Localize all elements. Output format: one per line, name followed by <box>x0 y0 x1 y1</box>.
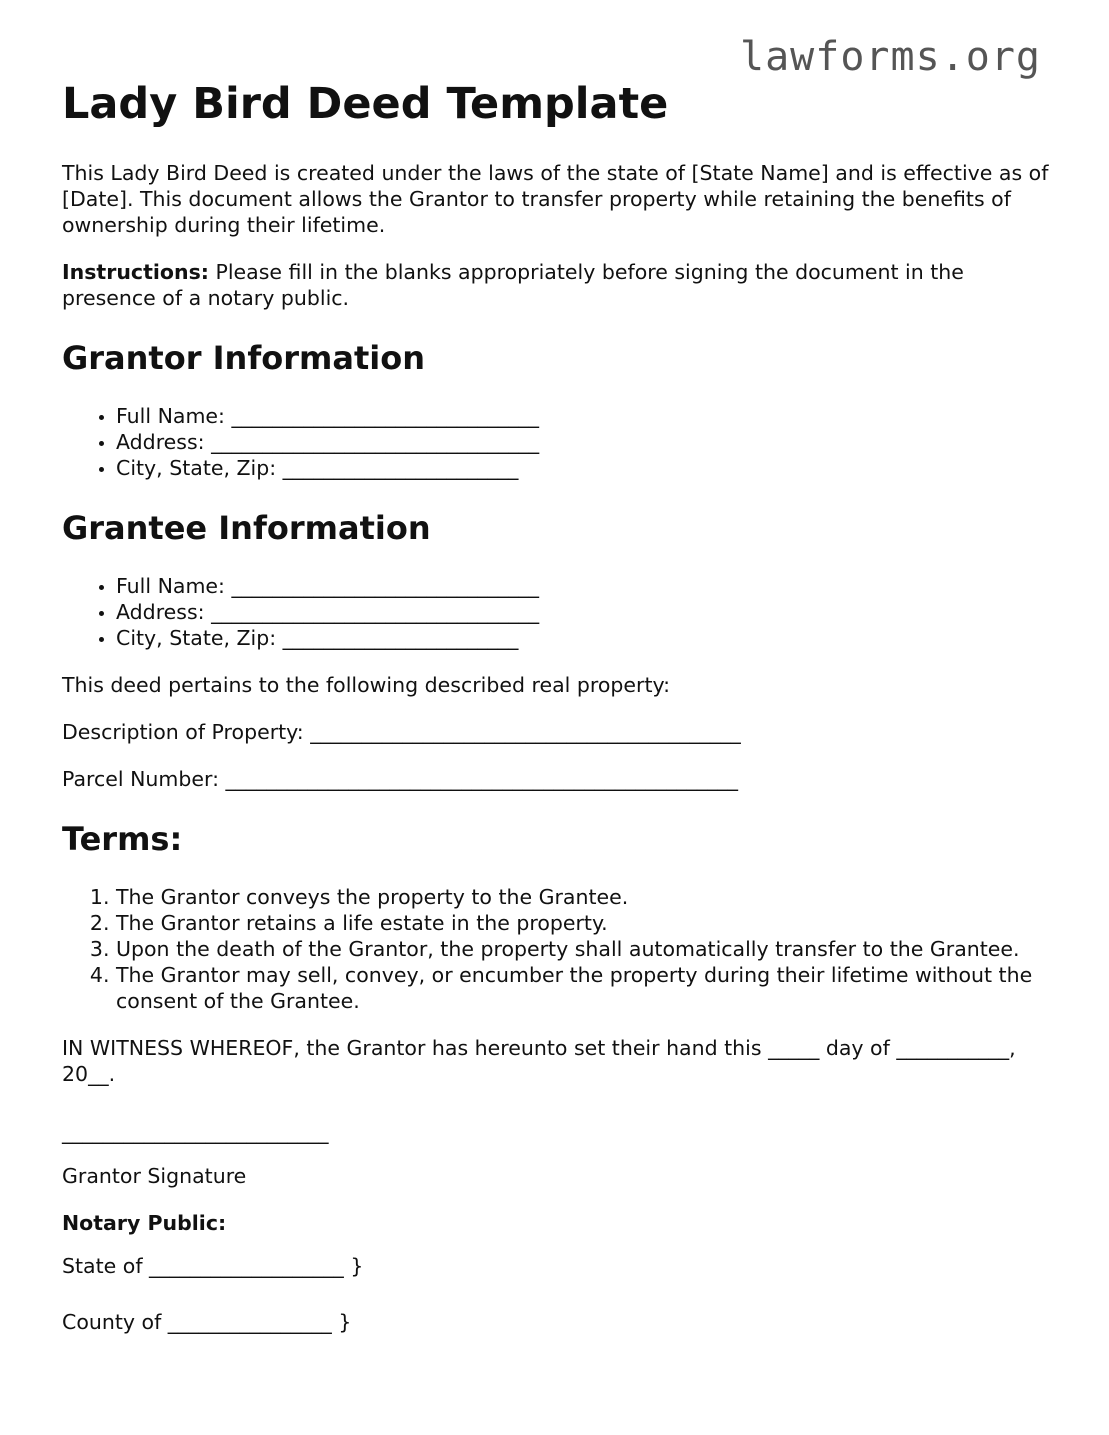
grantor-address-field[interactable]: • Address: ________________________________ <box>116 429 1052 455</box>
document-page <box>62 78 1052 1356</box>
instructions-paragraph <box>62 259 1052 311</box>
instructions-text: Please fill in the blanks appropriately before signing the document in the presence of a notary public. <box>62 260 964 310</box>
term-item: 1. The Grantor conveys the property to the Grantee. <box>116 884 1052 910</box>
grantee-full-name-field[interactable]: • Full Name: ______________________________ <box>116 573 1052 599</box>
grantee-address-field[interactable]: • Address: ________________________________ <box>116 599 1052 625</box>
term-item: 4. The Grantor may sell, convey, or encumber the property during their lifetime without the consent of the Grantee. <box>116 962 1052 1014</box>
signature-line[interactable]: __________________________ <box>62 1120 329 1144</box>
property-description-field[interactable]: Description of Property: __________________________________________ <box>62 720 741 744</box>
grantor-list <box>62 403 1052 481</box>
notary-state-field[interactable]: State of ___________________ } <box>62 1254 364 1278</box>
grantor-full-name-field[interactable]: • Full Name: ______________________________ <box>116 403 1052 429</box>
terms-list <box>62 884 1052 1014</box>
parcel-number-field[interactable]: Parcel Number: __________________________________________________ <box>62 767 738 791</box>
notary-heading <box>62 1210 1052 1236</box>
property-intro: This deed pertains to the following described real property: <box>62 673 671 697</box>
grantee-city-state-zip-field[interactable]: • City, State, Zip: _______________________ <box>116 625 1052 651</box>
witness-paragraph[interactable]: IN WITNESS WHEREOF, the Grantor has hereunto set their hand this _____ day of ___________, 20__. <box>62 1036 1016 1086</box>
term-item: 2. The Grantor retains a life estate in the property. <box>116 910 1052 936</box>
signature-label: Grantor Signature <box>62 1164 247 1188</box>
watermark-logo: lawforms.org <box>740 34 1041 80</box>
instructions-label: Instructions: <box>62 260 209 284</box>
document-title: Lady Bird Deed Template <box>62 79 669 129</box>
notary-heading-text: Notary Public: <box>62 1211 227 1235</box>
intro-paragraph: This Lady Bird Deed is created under the laws of the state of [State Name] and is effective as of [Date]. This document allows the Grantor to transfer property while retaining the benefits of ownership during their lifetime. <box>62 161 1049 237</box>
grantee-list <box>62 573 1052 651</box>
notary-county-field[interactable]: County of ________________ } <box>62 1310 352 1334</box>
term-item: 3. Upon the death of the Grantor, the property shall automatically transfer to the Grantee. <box>116 936 1052 962</box>
grantee-heading: Grantee Information <box>62 509 431 547</box>
grantor-city-state-zip-field[interactable]: • City, State, Zip: _______________________ <box>116 455 1052 481</box>
grantor-heading: Grantor Information <box>62 339 425 377</box>
terms-heading: Terms: <box>62 820 183 858</box>
